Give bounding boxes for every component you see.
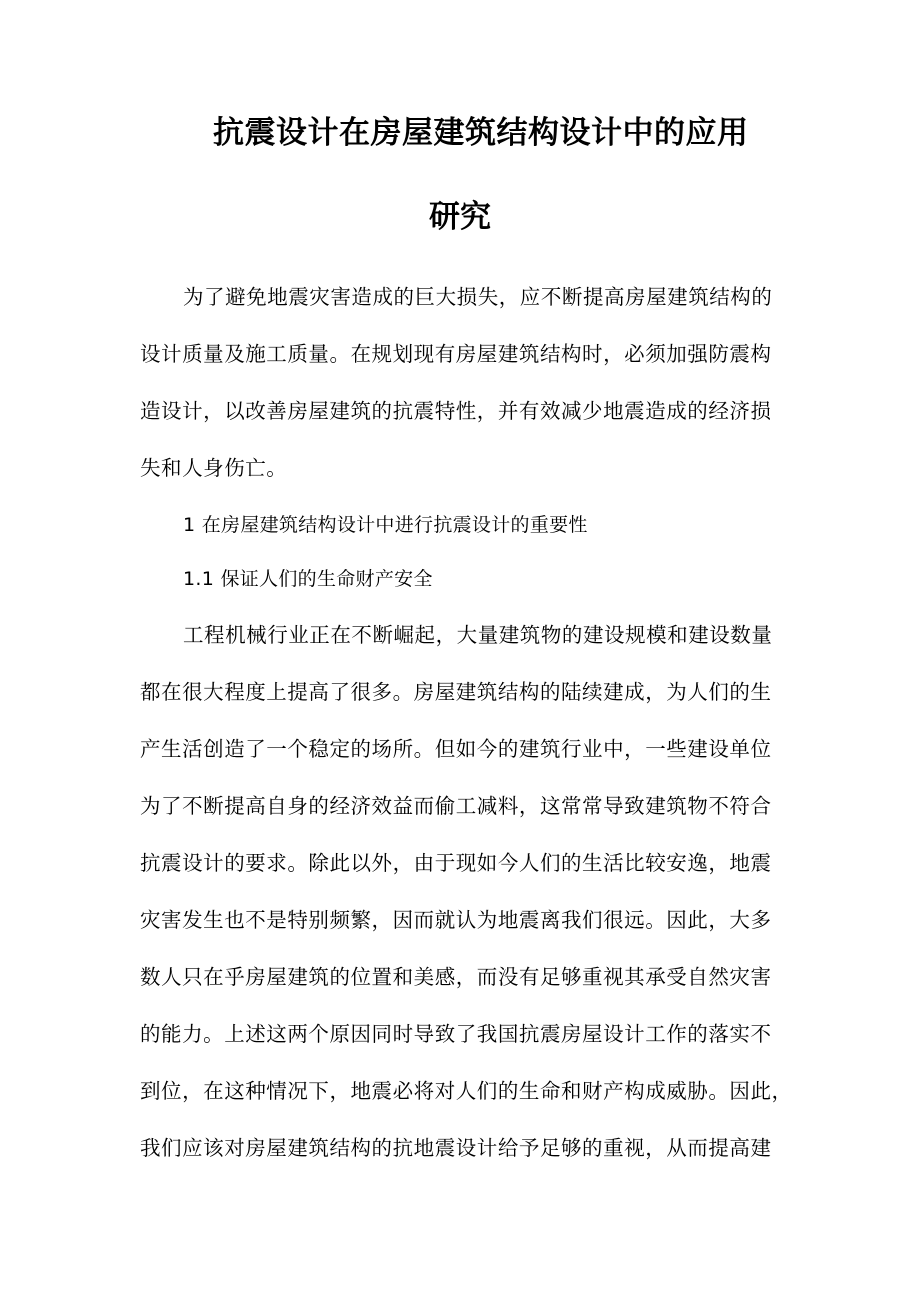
paragraph-2-line-1: 工程机械行业正在不断崛起，大量建筑物的建设规模和建设数量: [183, 623, 773, 647]
paragraph-2-line-10: 我们应该对房屋建筑结构的抗地震设计给予足够的重视，从而提高建: [140, 1136, 772, 1160]
paragraph-2-line-7: 数人只在乎房屋建筑的位置和美感，而没有足够重视其承受自然灾害: [140, 965, 772, 989]
paragraph-2-line-5: 抗震设计的要求。除此以外，由于现如今人们的生活比较安逸，地震: [140, 851, 772, 875]
section-heading: 1 在房屋建筑结构设计中进行抗震设计的重要性: [183, 514, 588, 536]
paragraph-1-line-1: 为了避免地震灾害造成的巨大损失，应不断提高房屋建筑结构的: [183, 285, 773, 309]
paragraph-2-line-3: 产生活创造了一个稳定的场所。但如今的建筑行业中，一些建设单位: [140, 737, 772, 761]
paragraph-2-line-6: 灾害发生也不是特别频繁，因而就认为地震离我们很远。因此，大多: [140, 908, 772, 932]
document-title-line-2: 研究: [429, 199, 491, 235]
paragraph-1-line-2: 设计质量及施工质量。在规划现有房屋建筑结构时，必须加强防震构: [140, 342, 772, 366]
paragraph-2-line-9: 到位，在这种情况下，地震必将对人们的生命和财产构成威胁。因此，: [140, 1079, 793, 1103]
document-title-line-1: 抗震设计在房屋建筑结构设计中的应用: [213, 115, 749, 151]
paragraph-2-line-4: 为了不断提高自身的经济效益而偷工减料，这常常导致建筑物不符合: [140, 794, 772, 818]
paragraph-1-line-3: 造设计，以改善房屋建筑的抗震特性，并有效减少地震造成的经济损: [140, 399, 772, 423]
paragraph-2-line-8: 的能力。上述这两个原因同时导致了我国抗震房屋设计工作的落实不: [140, 1022, 772, 1046]
paragraph-1-line-4: 失和人身伤亡。: [140, 456, 288, 480]
subsection-heading: 1.1 保证人们的生命财产安全: [183, 568, 433, 590]
paragraph-2-line-2: 都在很大程度上提高了很多。房屋建筑结构的陆续建成，为人们的生: [140, 680, 772, 704]
